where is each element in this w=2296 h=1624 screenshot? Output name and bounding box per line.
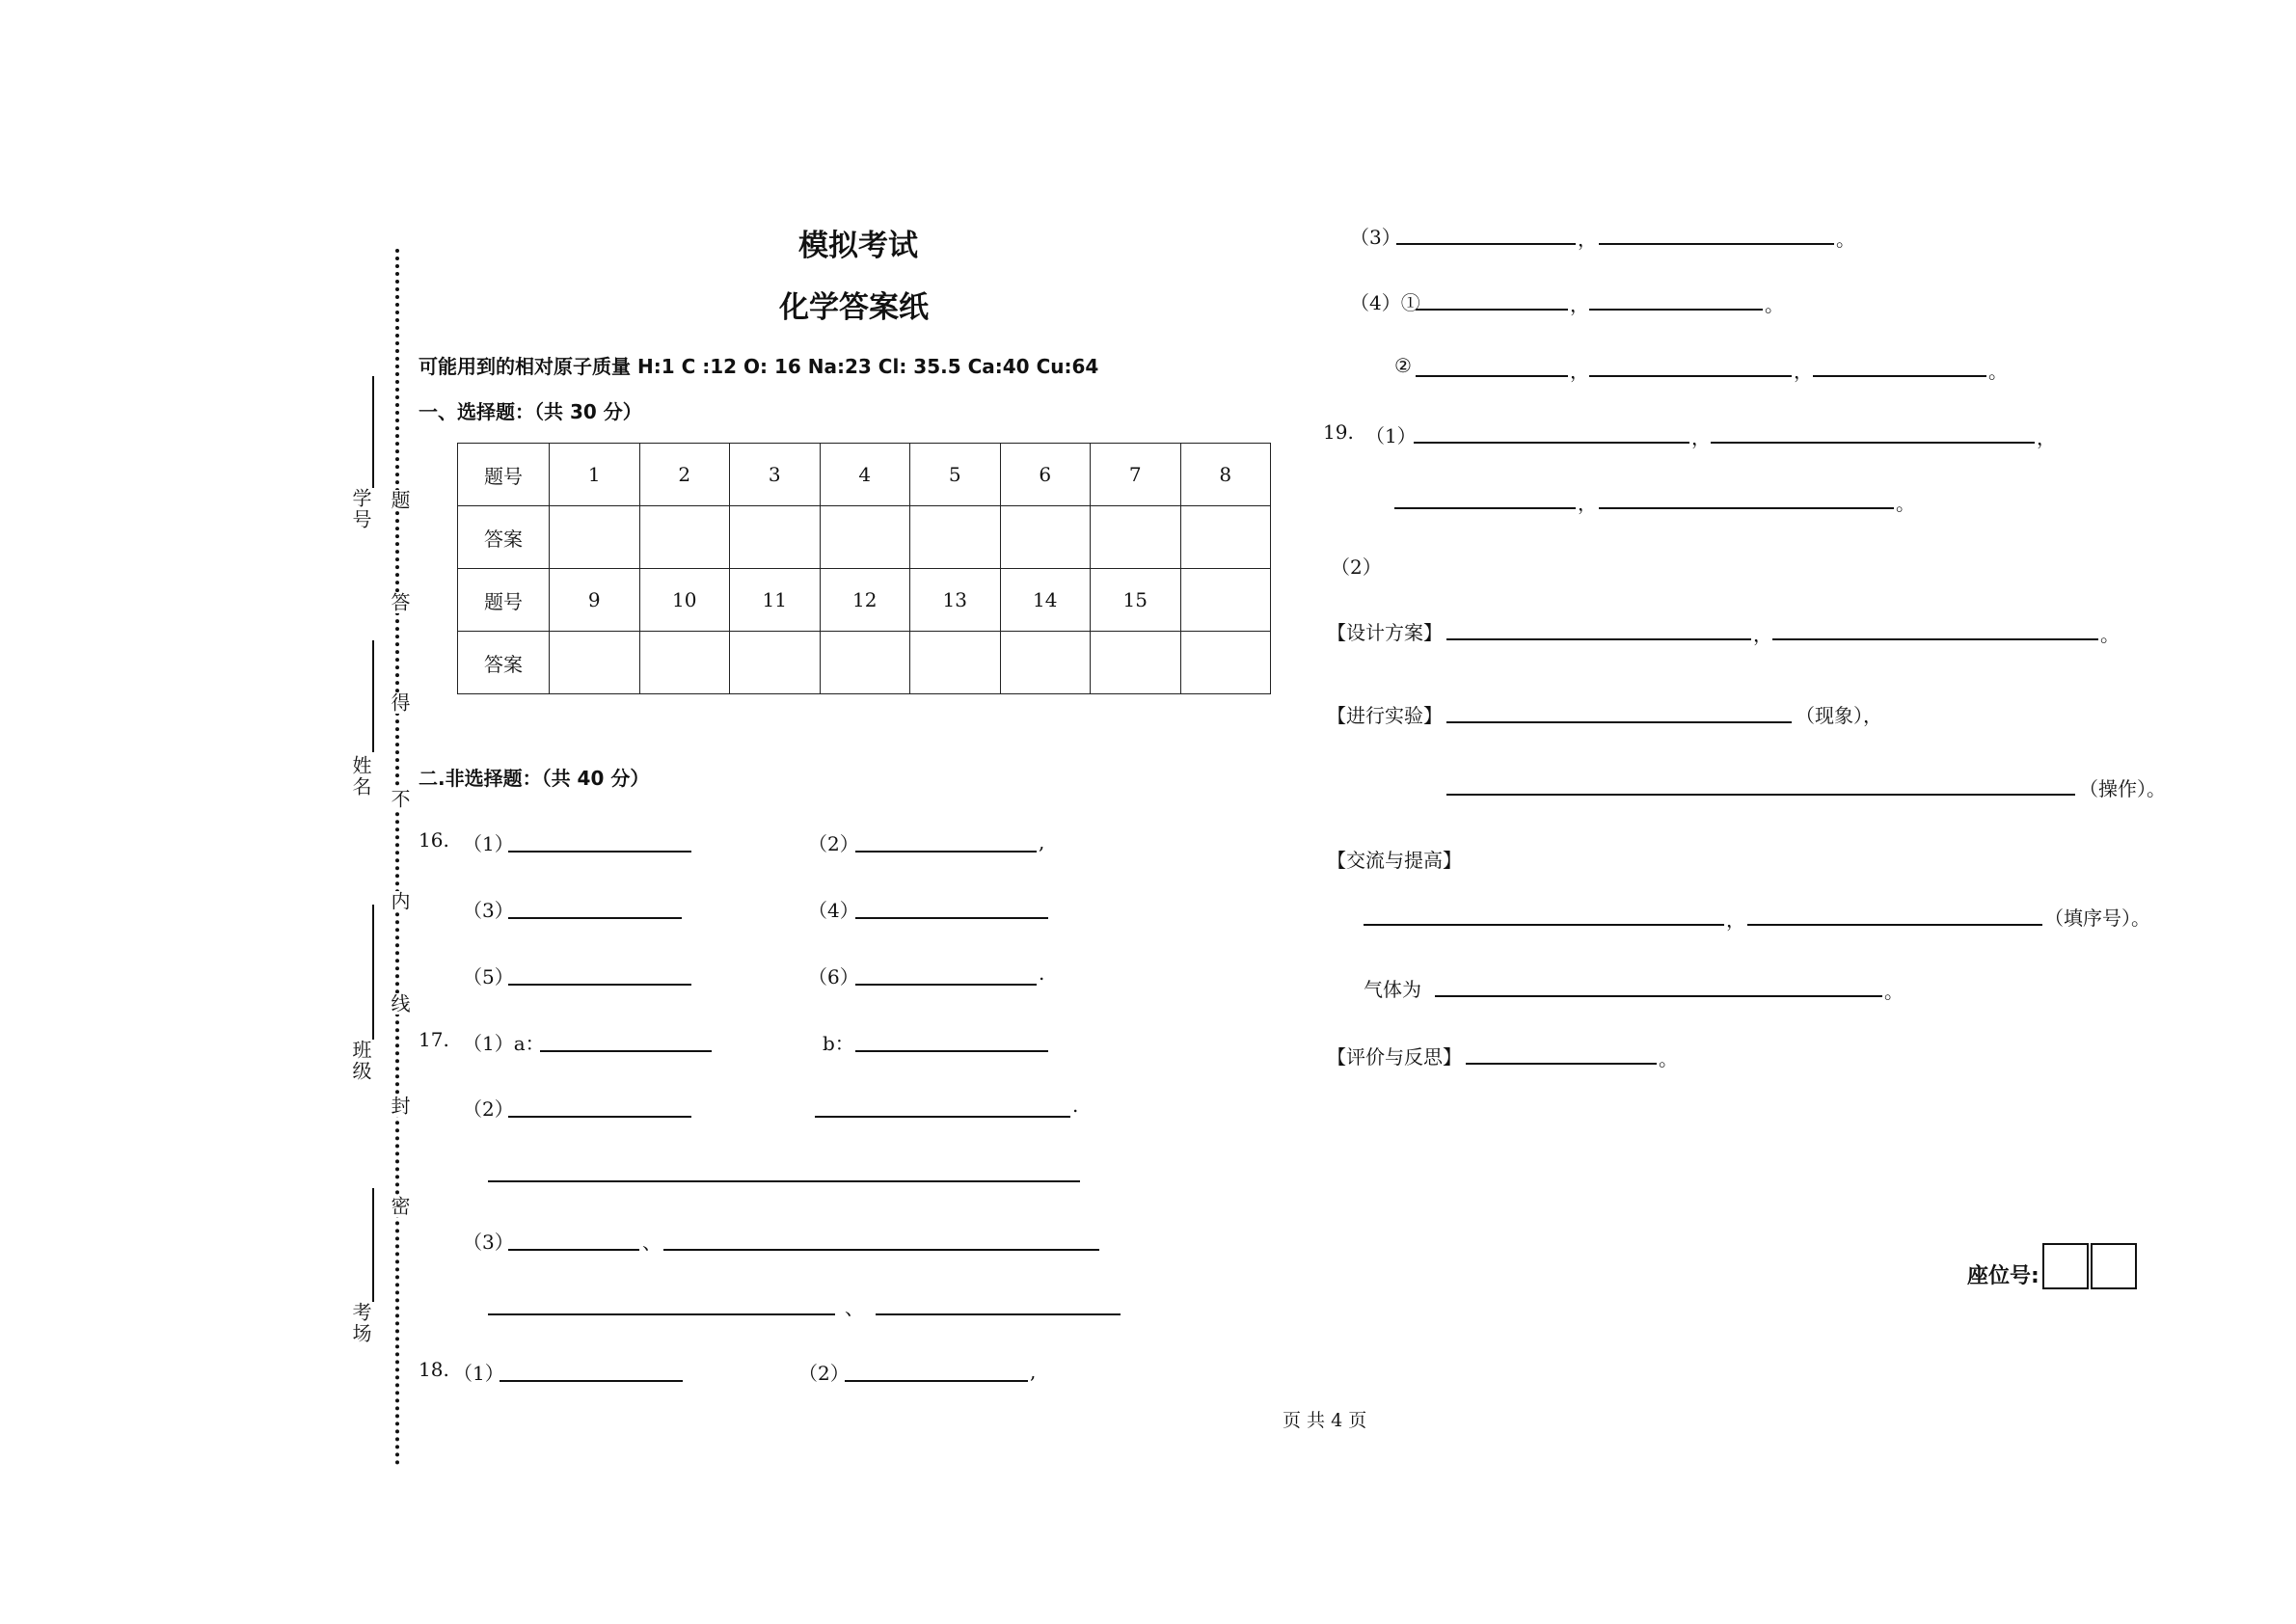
q16-part2-label: （2） bbox=[808, 832, 859, 855]
q16-part4-label: （4） bbox=[808, 899, 859, 922]
seal-char: 不 bbox=[386, 789, 414, 810]
question-number-cell: 4 bbox=[820, 444, 910, 506]
punct: ， bbox=[2037, 426, 2056, 449]
q18-part4-blank-b[interactable] bbox=[1589, 309, 1763, 311]
seal-dotted-line bbox=[395, 249, 399, 1466]
q17-part1b-label: b： bbox=[823, 1032, 854, 1055]
q19-part1-blank-a[interactable] bbox=[1414, 442, 1689, 444]
section2-heading: 二.非选择题：（共 40 分） bbox=[419, 767, 650, 790]
q16-part4-blank[interactable] bbox=[855, 917, 1048, 919]
q16-part6-label: （6） bbox=[808, 965, 859, 988]
seal-char: 密 bbox=[386, 1196, 414, 1217]
question-number-cell: 7 bbox=[1091, 444, 1181, 506]
class-blank[interactable] bbox=[372, 905, 374, 1040]
punct: 。 bbox=[2100, 623, 2120, 646]
answer-cell[interactable] bbox=[730, 506, 821, 569]
answer-cell[interactable] bbox=[550, 506, 640, 569]
design-plan-blank-a[interactable] bbox=[1446, 638, 1751, 640]
table-row bbox=[458, 444, 1271, 506]
q16-part1-label: （1） bbox=[463, 832, 514, 855]
answer-cell[interactable] bbox=[1091, 506, 1181, 569]
page-footer: 页 共 4 页 bbox=[1283, 1410, 1367, 1431]
row-label-question: 题号 bbox=[458, 569, 550, 632]
q19-number: 19. bbox=[1323, 420, 1354, 444]
exchange-label: 【交流与提高】 bbox=[1327, 849, 1462, 872]
answer-cell[interactable] bbox=[1000, 632, 1091, 694]
q18-part3-blank-b[interactable] bbox=[1599, 243, 1834, 245]
punct: 。 bbox=[1765, 293, 1784, 316]
q17-part1a-label: （1）a： bbox=[463, 1032, 545, 1055]
question-number-cell: 5 bbox=[910, 444, 1001, 506]
answer-cell[interactable] bbox=[1000, 506, 1091, 569]
punct: ， bbox=[1578, 492, 1597, 515]
punct: , bbox=[1039, 830, 1045, 853]
question-number-cell: 8 bbox=[1180, 444, 1271, 506]
q17-part2-label: （2） bbox=[463, 1097, 514, 1121]
answer-cell[interactable] bbox=[730, 632, 821, 694]
name-label: 姓名 bbox=[349, 755, 372, 798]
table-row bbox=[458, 632, 1271, 694]
seat-number-label: 座位号: bbox=[1967, 1264, 2039, 1288]
q16-part5-label: （5） bbox=[463, 965, 514, 988]
punct: ， bbox=[1570, 360, 1589, 383]
q18-part2-label: （2） bbox=[798, 1362, 850, 1385]
q17-part1a-blank[interactable] bbox=[540, 1050, 712, 1052]
seal-char: 封 bbox=[386, 1096, 414, 1117]
answer-cell[interactable] bbox=[550, 632, 640, 694]
q18-number: 18. bbox=[419, 1358, 449, 1381]
fill-seq-label: （填序号）。 bbox=[2044, 907, 2150, 930]
class-label: 班级 bbox=[349, 1040, 372, 1082]
q16-part3-label: （3） bbox=[463, 899, 514, 922]
question-number-cell: 2 bbox=[639, 444, 730, 506]
choice-answer-table bbox=[457, 443, 1271, 694]
exam-room-label: 考场 bbox=[349, 1302, 372, 1344]
punct: 。 bbox=[1988, 360, 2008, 383]
q19-part2-label: （2） bbox=[1331, 555, 1382, 579]
seal-char: 内 bbox=[386, 891, 414, 912]
q17-part3-blank-a[interactable] bbox=[508, 1249, 639, 1251]
seal-char: 得 bbox=[386, 692, 414, 714]
punct: ， bbox=[1691, 426, 1711, 449]
punct: , bbox=[1030, 1360, 1037, 1383]
q17-part3-label: （3） bbox=[463, 1231, 514, 1254]
q18-part4-sub2-blank-a[interactable] bbox=[1416, 375, 1568, 377]
exchange-blank-a[interactable] bbox=[1364, 924, 1724, 926]
exchange-blank-b[interactable] bbox=[1747, 924, 2042, 926]
phenomenon-label: （现象）， bbox=[1796, 704, 1882, 727]
q16-number: 16. bbox=[419, 828, 449, 852]
seal-char: 答 bbox=[386, 592, 414, 613]
answer-cell[interactable] bbox=[820, 506, 910, 569]
name-blank[interactable] bbox=[372, 640, 374, 752]
punct: . bbox=[1072, 1094, 1079, 1117]
q18-part4-sub2-label: ② bbox=[1394, 354, 1412, 377]
q17-part2-blank-c[interactable] bbox=[488, 1180, 1080, 1182]
seal-char: 题 bbox=[386, 490, 414, 511]
question-number-cell: 6 bbox=[1000, 444, 1091, 506]
question-number-cell: 9 bbox=[550, 569, 640, 632]
punct: 。 bbox=[1884, 980, 1904, 1003]
design-plan-blank-b[interactable] bbox=[1772, 638, 2098, 640]
row-label-answer: 答案 bbox=[458, 506, 550, 569]
question-number-cell: 3 bbox=[730, 444, 821, 506]
evaluate-label: 【评价与反思】 bbox=[1327, 1045, 1462, 1069]
q19-part1-label: （1） bbox=[1365, 424, 1417, 447]
question-number-cell: 14 bbox=[1000, 569, 1091, 632]
punct: 。 bbox=[1659, 1047, 1678, 1070]
table-row bbox=[458, 506, 1271, 569]
punct: ， bbox=[1570, 293, 1589, 316]
gas-label: 气体为 bbox=[1364, 978, 1421, 1001]
question-number-cell bbox=[1180, 569, 1271, 632]
punct: 、 bbox=[845, 1296, 864, 1319]
experiment-label: 【进行实验】 bbox=[1327, 704, 1443, 727]
q18-part3-blank-a[interactable] bbox=[1396, 243, 1576, 245]
answer-cell[interactable] bbox=[1091, 632, 1181, 694]
q16-part5-blank[interactable] bbox=[508, 984, 691, 986]
experiment-blank-a[interactable] bbox=[1446, 721, 1792, 723]
q17-part3-blank-c[interactable] bbox=[488, 1313, 835, 1315]
gas-blank[interactable] bbox=[1435, 995, 1882, 997]
student-id-blank[interactable] bbox=[372, 376, 374, 488]
q16-part3-blank[interactable] bbox=[508, 917, 682, 919]
page-subtitle: 化学答案纸 bbox=[779, 290, 929, 325]
evaluate-blank[interactable] bbox=[1466, 1063, 1657, 1065]
atomic-masses: 可能用到的相对原子质量 H:1 C :12 O: 16 Na:23 Cl: 35.5 Ca:40 Cu:64 bbox=[419, 355, 1099, 378]
q18-part4-blank-a[interactable] bbox=[1416, 309, 1568, 311]
row-label-question: 题号 bbox=[458, 444, 550, 506]
question-number-cell: 12 bbox=[820, 569, 910, 632]
page-title: 模拟考试 bbox=[798, 229, 918, 263]
answer-cell[interactable] bbox=[820, 632, 910, 694]
operation-label: （操作）。 bbox=[2079, 777, 2166, 800]
punct: 、 bbox=[642, 1231, 662, 1254]
question-number-cell: 15 bbox=[1091, 569, 1181, 632]
answer-cell[interactable] bbox=[1180, 506, 1271, 569]
q17-part1b-blank[interactable] bbox=[855, 1050, 1048, 1052]
punct: 。 bbox=[1836, 228, 1855, 251]
table-row bbox=[458, 569, 1271, 632]
q18-part3-label: （3） bbox=[1350, 226, 1401, 249]
q19-part1-blank-c[interactable] bbox=[1394, 507, 1576, 509]
punct: ， bbox=[1726, 908, 1745, 932]
q18-part1-blank[interactable] bbox=[500, 1380, 683, 1382]
q18-part2-blank[interactable] bbox=[845, 1380, 1028, 1382]
exam-room-blank[interactable] bbox=[372, 1188, 374, 1302]
seat-digit-box[interactable] bbox=[2042, 1243, 2089, 1289]
design-plan-label: 【设计方案】 bbox=[1327, 621, 1443, 644]
answer-cell[interactable] bbox=[1180, 632, 1271, 694]
q17-number: 17. bbox=[419, 1028, 449, 1051]
answer-cell[interactable] bbox=[910, 506, 1001, 569]
punct: ， bbox=[1753, 623, 1772, 646]
row-label-answer: 答案 bbox=[458, 632, 550, 694]
q18-part1-label: （1） bbox=[453, 1362, 504, 1385]
q16-part6-blank[interactable] bbox=[855, 984, 1037, 986]
q17-part3-blank-d[interactable] bbox=[876, 1313, 1121, 1315]
answer-cell[interactable] bbox=[910, 632, 1001, 694]
q18-part4-sub2-blank-b[interactable] bbox=[1589, 375, 1792, 377]
q16-part2-blank[interactable] bbox=[855, 851, 1037, 853]
question-number-cell: 1 bbox=[550, 444, 640, 506]
punct: . bbox=[1039, 961, 1045, 985]
q18-part4-sub2-blank-c[interactable] bbox=[1813, 375, 1986, 377]
q17-part2-blank-b[interactable] bbox=[815, 1116, 1070, 1118]
question-number-cell: 13 bbox=[910, 569, 1001, 632]
answer-cell[interactable] bbox=[639, 506, 730, 569]
answer-cell[interactable] bbox=[639, 632, 730, 694]
section1-heading: 一、选择题：（共 30 分） bbox=[419, 400, 642, 423]
q19-part1-blank-d[interactable] bbox=[1599, 507, 1894, 509]
seal-char: 线 bbox=[386, 993, 414, 1015]
student-id-label: 学号 bbox=[349, 488, 372, 530]
experiment-blank-b[interactable] bbox=[1446, 794, 2075, 796]
q17-part2-blank-a[interactable] bbox=[508, 1116, 691, 1118]
punct: ， bbox=[1578, 228, 1597, 251]
seat-digit-box[interactable] bbox=[2091, 1243, 2137, 1289]
punct: ， bbox=[1794, 360, 1813, 383]
q17-part3-blank-b[interactable] bbox=[663, 1249, 1099, 1251]
question-number-cell: 10 bbox=[639, 569, 730, 632]
q19-part1-blank-b[interactable] bbox=[1711, 442, 2035, 444]
punct: 。 bbox=[1896, 492, 1915, 515]
q16-part1-blank[interactable] bbox=[508, 851, 691, 853]
q18-part4-label: （4）① bbox=[1350, 291, 1420, 314]
question-number-cell: 11 bbox=[730, 569, 821, 632]
